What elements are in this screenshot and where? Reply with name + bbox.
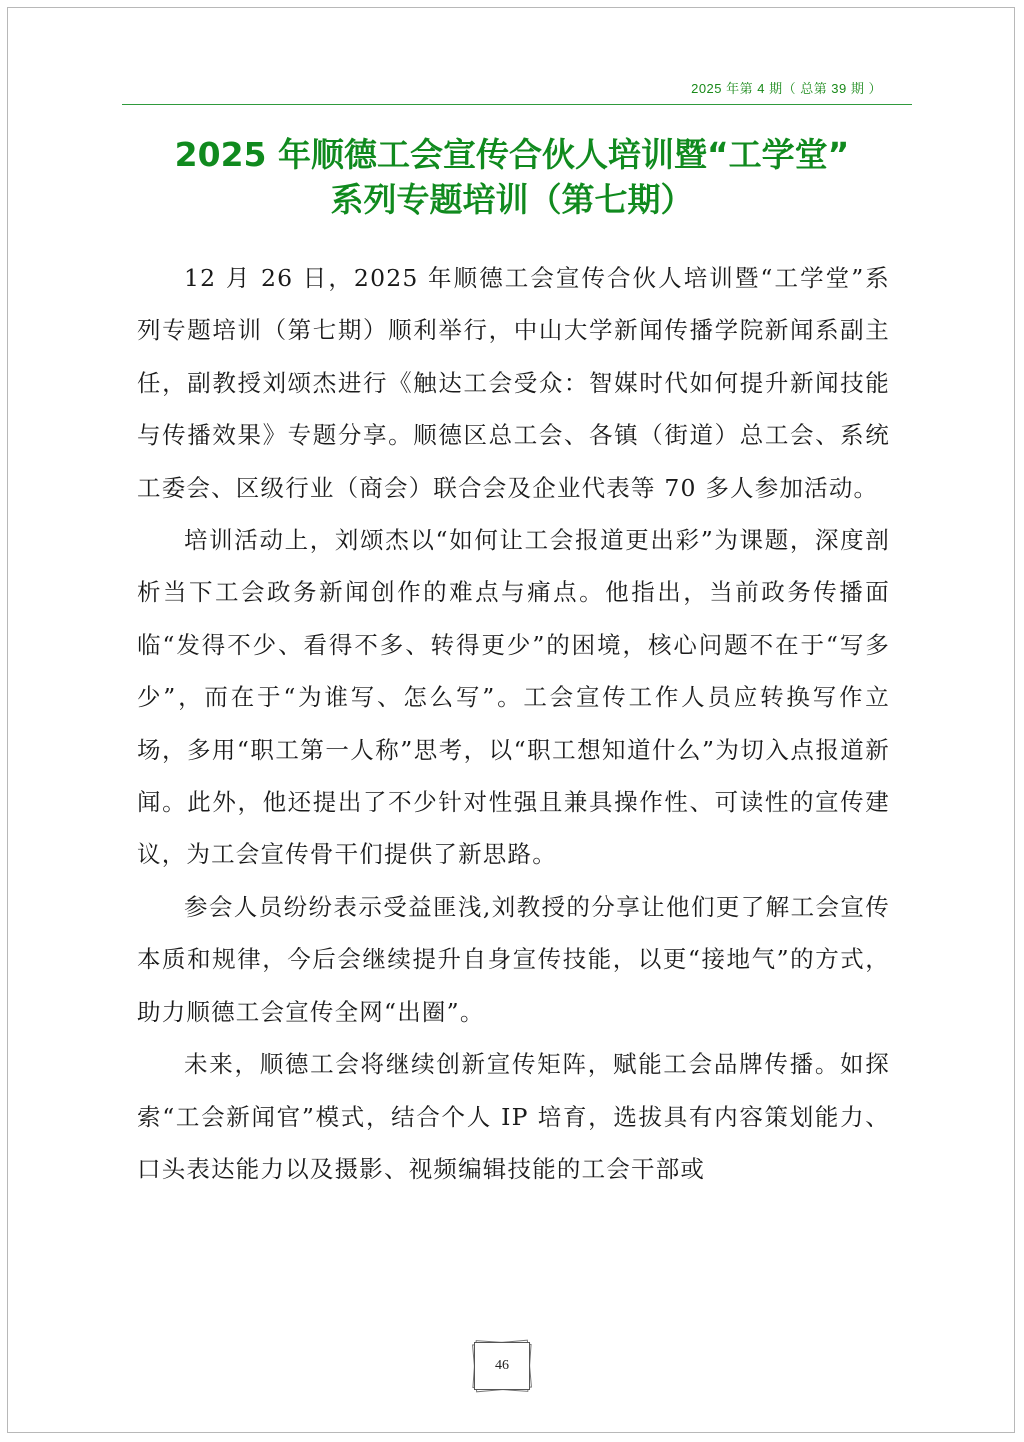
article-body: [137, 252, 890, 1195]
paragraph-2: 培训活动上，刘颂杰以“如何让工会报道更出彩”为课题，深度剖析当下工会政务新闻创作的难点与痛点。他指出，当前政务传播面临“发得不少、看得不多、转得更少”的困境，核心问题不在于“写多少”，而在于“为谁写、怎么写”。工会宣传工作人员应转换写作立场，多用“职工第一人称”思考，以“职工想知道什么”为切入点报道新闻。此外，他还提出了不少针对性强且兼具操作性、可读性的宣传建议，为工会宣传骨干们提供了新思路。: [137, 526, 890, 869]
paragraph-3: 参会人员纷纷表示受益匪浅,刘教授的分享让他们更了解工会宣传本质和规律，今后会继续提升自身宣传技能，以更“接地气”的方式，助力顺德工会宣传全网“出圈”。: [137, 892, 890, 1026]
title-line-2: 系列专题培训（第七期）: [330, 180, 694, 219]
page-number-badge: [470, 1338, 534, 1394]
article-title: [100, 132, 924, 222]
issue-label: 2025 年第 4 期（ 总第 39 期 ）: [691, 81, 882, 96]
title-line-1: 2025 年顺德工会宣传合伙人培训暨“工学堂”: [174, 135, 850, 174]
page-number: 46: [495, 1358, 509, 1373]
header-divider: [122, 104, 912, 105]
paragraph-4: 未来，顺德工会将继续创新宣传矩阵，赋能工会品牌传播。如探索“工会新闻官”模式，结合个人 IP 培育，选拔具有内容策划能力、口头表达能力以及摄影、视频编辑技能的工会干部或: [137, 1050, 890, 1183]
paragraph-1: 12 月 26 日，2025 年顺德工会宣传合伙人培训暨“工学堂”系列专题培训（第七期）顺利举行，中山大学新闻传播学院新闻系副主任，副教授刘颂杰进行《触达工会受众：智媒时代如何提升新闻技能与传播效果》专题分享。顺德区总工会、各镇（街道）总工会、系统工委会、区级行业（商会）联合会及企业代表等 70 多人参加活动。: [137, 264, 890, 502]
